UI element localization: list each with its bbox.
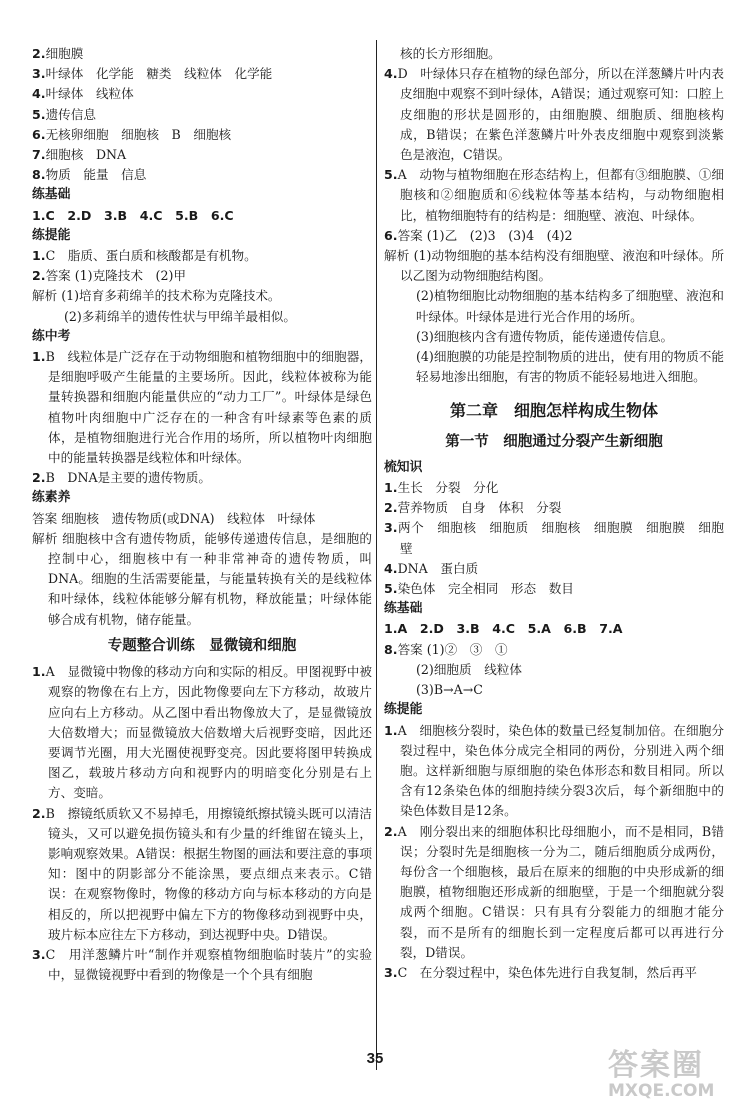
item-number: 2.	[32, 805, 46, 821]
item-text: A 动物与植物细胞在形态结构上，但都有③细胞膜、①细胞核和②细胞质和⑥线粒体等基本结构，与动物细胞相比，植物细胞特有的结构是：细胞壁、液泡、叶绿体。	[397, 167, 724, 223]
sub-answer: (2)多莉绵羊的遗传性状与甲绵羊最相似。	[64, 308, 296, 324]
page-number: 35	[366, 1050, 384, 1067]
item-text: 遗传信息	[45, 106, 96, 122]
sub-answer: (2)植物细胞比动物细胞的基本结构多了细胞壁、液泡和叶绿体。叶绿体是进行光合作用的场所。	[416, 288, 724, 324]
item-number: 3.	[32, 66, 46, 82]
item-text: A 细胞核分裂时，染色体的数量已经复制加倍。在细胞分裂过程中，染色体分成完全相同的两份，分别进入两个细胞。这样新细胞与原细胞的染色体形态和数目相同。所以含有12条染色体的细胞持续分裂3次后，每个新细胞中的染色体数目是12条。	[397, 722, 724, 819]
item-number: 8.	[32, 167, 46, 183]
item-text: 答案 (1)克隆技术 (2)甲	[45, 268, 186, 284]
answer-item	[32, 347, 372, 468]
item-number: 5.	[384, 167, 398, 183]
answer-key-line: 1.A 2.D 3.B 4.C 5.A 6.B 7.A	[384, 621, 623, 637]
watermark-logo	[608, 1050, 744, 1104]
item-text: D 叶绿体只存在植物的绿色部分，所以在洋葱鳞片叶内表皮细胞中观察不到叶绿体，A错误；通过观察可知：口腔上皮细胞的形状是圆形的，由细胞膜、细胞质、细胞核构成，B错误；在紫色洋葱鳞片叶外表皮细胞中观察到淡紫色是液泡，C错误。	[397, 66, 724, 163]
answer-item	[384, 165, 724, 226]
item-number: 6.	[32, 126, 46, 142]
item-number: 1.	[384, 480, 398, 496]
item-number: 1.	[32, 664, 46, 680]
item-number: 5.	[384, 581, 398, 597]
item-text: 叶绿体 化学能 糖类 线粒体 化学能	[45, 66, 273, 82]
item-number: 4.	[384, 66, 398, 82]
item-text: 营养物质 自身 体积 分裂	[397, 500, 562, 516]
item-number: 4.	[32, 86, 46, 102]
section-heading: 练基础	[32, 187, 71, 203]
item-text: 细胞核 DNA	[45, 147, 127, 163]
answer-item	[32, 145, 372, 165]
column-divider	[376, 40, 377, 1070]
item-number: 1.	[32, 349, 46, 365]
item-number: 3.	[384, 520, 398, 536]
explanation-text: 答案 细胞核 遗传物质(或DNA) 线粒体 叶绿体	[32, 510, 316, 526]
answer-item	[384, 721, 724, 822]
item-number: 6.	[384, 227, 398, 243]
sub-answer: (3)细胞核内含有遗传物质，能传递遗传信息。	[416, 328, 674, 344]
item-number: 3.	[384, 964, 398, 980]
answer-item	[32, 105, 372, 125]
left-column	[32, 44, 372, 985]
item-text: 答案 (1)乙 (2)3 (3)4 (4)2	[397, 227, 573, 243]
answer-item	[32, 662, 372, 803]
answer-key-line: 1.C 2.D 3.B 4.C 5.B 6.C	[32, 207, 234, 223]
item-number: 2.	[384, 823, 398, 839]
explanation-text: 解析 (1)培育多莉绵羊的技术称为克隆技术。	[32, 288, 281, 304]
item-text: B DNA是主要的遗传物质。	[45, 470, 211, 486]
item-number: 1.	[32, 248, 46, 264]
answer-item	[32, 64, 372, 84]
section-heading: 练提能	[32, 227, 71, 243]
item-text: 叶绿体 线粒体	[45, 86, 134, 102]
answer-item	[32, 84, 372, 104]
answer-item	[384, 64, 724, 165]
answer-item	[384, 640, 724, 660]
item-number: 7.	[32, 147, 46, 163]
item-text: 无核卵细胞 细胞核 B 细胞核	[45, 126, 232, 142]
item-text: C 用洋葱鳞片叶“制作并观察植物细胞临时装片”的实验中，显微镜视野中看到的物像是一个个具有细胞	[45, 946, 372, 983]
item-number: 4.	[384, 560, 398, 576]
item-number: 2.	[32, 470, 46, 486]
item-text: 细胞膜	[45, 46, 84, 61]
section-title: 第一节 细胞通过分裂产生新细胞	[445, 433, 663, 450]
answer-item	[384, 559, 724, 579]
item-number: 1.	[384, 722, 398, 738]
item-text: A 显微镜中物像的移动方向和实际的相反。甲图视野中被观察的物像在右上方，因此物像要向左下方移动，故玻片应向右上方移动。从乙图中看出物像放大了，是显微镜放大倍数增大；而显微镜放大倍数增大后视野变暗，因此还要调节光圈，用大光圈使视野变亮。因此要将图甲转换成图乙，载玻片移动方向和视野内的明暗变化分别是右上方、变暗。	[45, 664, 372, 801]
answer-item	[32, 266, 372, 286]
item-number: 8.	[384, 641, 398, 657]
answer-item	[384, 579, 724, 599]
item-text: A 刚分裂出来的细胞体积比母细胞小，而不是相同，B错误；分裂时先是细胞核一分为二，随后细胞质分成两份，每份含一个细胞核，最后在原来的细胞的中央形成新的细胞膜，植物细胞还形成新的细胞壁，于是一个细胞就分裂成两个细胞。C错误：只有具有分裂能力的细胞才能分裂，而不是所有的细胞长到一定程度后都可以再进行分裂，D错误。	[397, 823, 724, 960]
watermark-top-text: 答案圈	[608, 1048, 704, 1083]
item-number: 5.	[32, 106, 46, 122]
answer-item	[32, 125, 372, 145]
answer-item	[384, 963, 724, 983]
item-text: 答案 (1)② ③ ①	[397, 641, 508, 657]
right-column	[384, 44, 724, 983]
explanation-text: 解析 细胞核中含有遗传物质，能够传递遗传信息，是细胞的控制中心，细胞核中有一种非常神奇的遗传物质，叫DNA。细胞的生活需要能量，与能量转换有关的是线粒体和叶绿体，线粒体能够分解有机物，释放能量；叶绿体能够合成有机物，储存能量。	[32, 530, 372, 627]
sub-answer: (2)细胞质 线粒体	[416, 661, 522, 677]
answer-item	[32, 44, 372, 64]
sub-answer: (3)B→A→C	[416, 682, 483, 698]
section-heading: 梳知识	[384, 459, 423, 475]
section-heading: 练基础	[384, 601, 423, 617]
answer-item	[32, 165, 372, 185]
item-number: 2.	[32, 46, 46, 61]
item-number: 3.	[32, 946, 46, 962]
chapter-title: 第二章 细胞怎样构成生物体	[449, 401, 658, 421]
answer-item	[384, 478, 724, 498]
item-text: 生长 分裂 分化	[397, 480, 499, 496]
item-text: C 在分裂过程中，染色体先进行自我复制，然后再平	[397, 964, 697, 980]
answer-item	[32, 468, 372, 488]
item-number: 2.	[384, 500, 398, 516]
item-text: C 脂质、蛋白质和核酸都是有机物。	[45, 248, 257, 264]
section-heading: 练素养	[32, 490, 71, 506]
answer-item	[384, 498, 724, 518]
item-text: 染色体 完全相同 形态 数目	[397, 581, 574, 597]
item-text: 两个 细胞核 细胞质 细胞核 细胞膜 细胞膜 细胞壁	[397, 520, 724, 556]
item-text: B 擦镜纸质软又不易掉毛，用擦镜纸擦拭镜头既可以清洁镜头，又可以避免损伤镜头和有少量的纤维留在镜头上，影响观察效果。A错误：根据生物图的画法和要注意的事项知：图中的阴影部分不能涂黑，要点细点来表示。C错误：在观察物像时，物像的移动方向与标本移动的方向是相反的，所以把视野中偏左下方的物像移动到视野中央，玻片标本应往左下方移动，到达视野中央。D错误。	[45, 805, 372, 942]
item-number: 2.	[32, 268, 46, 284]
explanation-text: 解析 (1)动物细胞的基本结构没有细胞壁、液泡和叶绿体。所以乙图为动物细胞结构图。	[384, 248, 724, 284]
answer-item	[32, 804, 372, 945]
answer-item	[32, 945, 372, 985]
continued-text: 核的长方形细胞。	[400, 46, 501, 61]
answer-item	[384, 518, 724, 558]
sub-answer: (4)细胞膜的功能是控制物质的进出，使有用的物质不能轻易地渗出细胞，有害的物质不能轻易地进入细胞。	[416, 349, 724, 385]
answer-item	[32, 246, 372, 266]
item-text: B 线粒体是广泛存在于动物细胞和植物细胞中的细胞器，是细胞呼吸产生能量的主要场所。因此，线粒体被称为能量转换器和细胞内能量供应的“动力工厂”。叶绿体是绿色植物叶肉细胞中广泛存在的一种含有叶绿素等色素的质体，是植物细胞进行光合作用的场所，所以植物叶肉细胞中的能量转换器是线粒体和叶绿体。	[45, 349, 372, 466]
section-heading: 练中考	[32, 328, 71, 344]
answer-item	[384, 822, 724, 963]
section-title: 专题整合训练 显微镜和细胞	[107, 637, 297, 654]
answer-item	[384, 226, 724, 246]
section-heading: 练提能	[384, 702, 423, 718]
item-text: 物质 能量 信息	[45, 167, 147, 183]
item-text: DNA 蛋白质	[397, 560, 479, 576]
watermark-bottom-text: MXQE.COM	[608, 1081, 715, 1101]
